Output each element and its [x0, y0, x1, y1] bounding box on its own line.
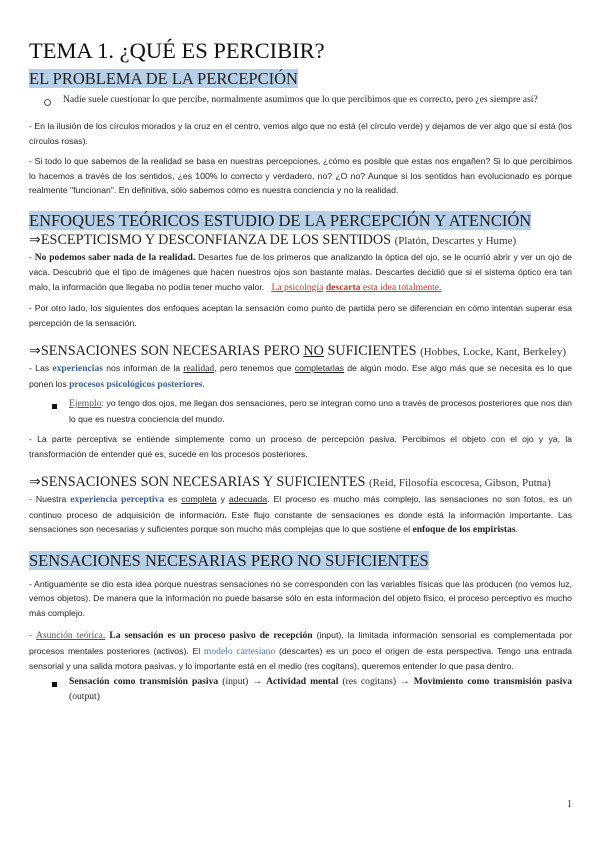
square-bullet-icon: [52, 682, 57, 687]
section-heading-necesarias: SENSACIONES NECESARIAS PERO NO SUFICIENTES: [29, 550, 429, 570]
hollow-bullet-icon: [44, 99, 51, 106]
section-heading-problema: EL PROBLEMA DE LA PERCEPCIÓN: [29, 69, 298, 88]
subheading-escepticismo: ⇒ESCEPTICISMO Y DESCONFIANZA DE LOS SENTIDOS (Platón, Descartes y Hume): [29, 231, 517, 248]
list-item: Ejemplo: yo tengo dos ojos, me llegan dos sensaciones, pero se integran como uno a través de procesos posteriores que nos dan lo que es nuestra conciencia del mundo.: [29, 396, 572, 426]
list-item: Sensación como transmisión pasiva (input) → Actividad mental (res cogitans) → Movimiento como transmisión pasiva (output): [29, 674, 572, 705]
paragraph: - No podemos saber nada de la realidad. Desartes fue de los primeros que analizando la óptica del ojo, se le ocurrió abrir y ver un ojo de vaca. Descubrió que el tipo de imágenes que hacen nuestros ojos son bastante malas. Descartes decidió que si el sistema óptico era tan malo, la información que llegaba no podía tener mucho valor. La psicología descarta esta idea totalmente.: [29, 251, 572, 293]
list-item: Nadie suele cuestionar lo que percibe, normalmente asumimos que lo que percibimos que es correcto, pero ¿es siempre así?: [29, 93, 572, 111]
paragraph: - La parte perceptiva se entiende simplemente como un proceso de percepción pasiva. Percibimos el objeto con el ojo y ya, la transformación de entender qué es, sucede en los procesos posteriores.: [29, 434, 572, 459]
paragraph: - Antiguamente se dio esta idea porque nuestras sensaciones no se corresponden con las variables físicas que las producen (no vemos luz, vemos objetos). De manera que la información no puede basarse sólo en esta información del objeto físico, el proceso perceptivo es mucho más complejo.: [29, 578, 572, 618]
subheading-necesarias-no-suficientes: ⇒SENSACIONES SON NECESARIAS PERO NO SUFICIENTES (Hobbes, Locke, Kant, Berkeley): [29, 343, 567, 359]
paragraph: - En la ilusión de los círculos morados y la cruz en el centro, vemos algo que no está (el círculo verde) y dejamos de ver algo que sí está (los círculos rosas).: [29, 121, 572, 146]
page-title: TEMA 1. ¿QUÉ ES PERCIBIR?: [29, 38, 325, 63]
paragraph: - Si todo lo que sabemos de la realidad se basa en nuestras percepciones, ¿cómo es posible que estas nos engañen? Si lo que percibimos lo hacemos a través de los sentidos, ¿es 100% lo correcto y verdadero, no? ¿O no? Aunque si los sentidos han evolucionado es porque realmente "funcionan". En definitiva, sólo sabemos cómo es nuestra conciencia y no la realidad.: [29, 156, 572, 195]
paragraph: - Por otro lado, los siguientes dos enfoques aceptan la sensación como punto de partida pero se diferencian en cómo intentan superar esa percepción de la sensación.: [29, 303, 572, 328]
paragraph: - Asunción teórica. La sensación es un proceso pasivo de recepción (input), la limitada información sensorial es complementada por procesos mentales posteriores (activos). El modelo cartesiano (descartes) es un poco el origen de esta perspectiva. Tengo una entrada sensorial y una salida motora pasivas, y lo importante está en el medio (res cogitans), queremos entender lo que pasa dentro.: [29, 630, 572, 671]
paragraph: - Nuestra experiencia perceptiva es completa y adecuada. El proceso es mucho más complejo, las sensaciones no son fotos, es un continuo proceso de adquisición de información. Este flujo constante de sensaciones es donde está la información importante. Las sensaciones son necesarias y suficientes porque son mucho más complejas que lo que sostiene el enfoque de los empiristas.: [29, 494, 572, 535]
page-number: 1: [567, 799, 572, 810]
section-heading-enfoques: ENFOQUES TEÓRICOS ESTUDIO DE LA PERCEPCIÓN Y ATENCIÓN: [29, 210, 532, 230]
document-page: [29, 38, 572, 705]
square-bullet-icon: [52, 404, 57, 409]
paragraph: - Las experiencias nos informan de la realidad, pero tenemos que completarlas de algún modo. Ese algo más que se necesita es lo que ponen los procesos psicológicos posteriores.: [29, 363, 572, 390]
subheading-necesarias-suficientes: ⇒SENSACIONES SON NECESARIAS Y SUFICIENTES (Reid, Filosofía escocesa, Gibson, Putna): [29, 474, 551, 490]
